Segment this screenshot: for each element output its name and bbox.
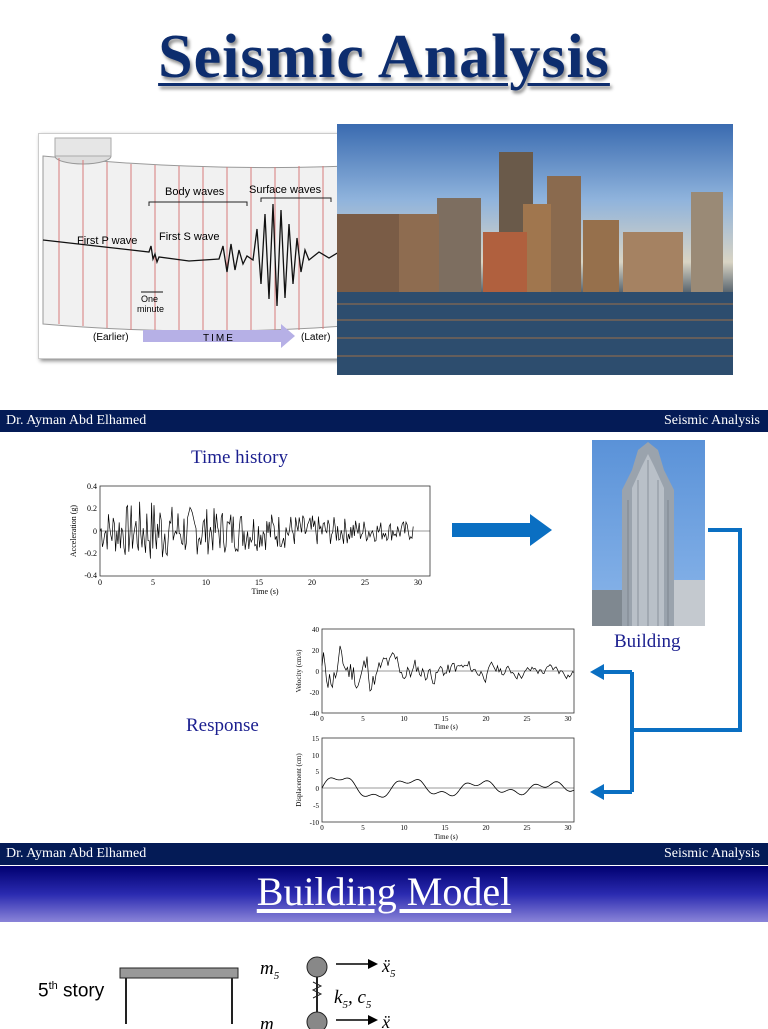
svg-text:10: 10 <box>202 578 210 587</box>
label-surface-waves: Surface waves <box>249 184 322 196</box>
svg-text:15: 15 <box>255 578 263 587</box>
accel-xlabel: Time (s) <box>251 587 279 596</box>
svg-text:30: 30 <box>564 824 572 832</box>
svg-text:30: 30 <box>414 578 422 587</box>
city-skyline-photo <box>337 124 733 375</box>
svg-text:5: 5 <box>151 578 155 587</box>
time-history-label: Time history <box>191 447 288 468</box>
response-label: Response <box>186 715 259 736</box>
mass-4-label: m <box>260 1014 274 1029</box>
svg-text:-20: -20 <box>309 689 319 697</box>
flow-arrow-right <box>452 514 552 551</box>
displacement-plot <box>294 734 584 849</box>
label-earlier: (Earlier) <box>93 332 129 343</box>
svg-text:15: 15 <box>441 824 449 832</box>
svg-text:-0.4: -0.4 <box>84 571 97 580</box>
svg-text:minute: minute <box>137 304 165 314</box>
accel-4-label: ẍ <box>382 1012 390 1029</box>
label-time: TIME <box>203 333 235 344</box>
svg-text:25: 25 <box>523 824 531 832</box>
svg-text:15: 15 <box>312 735 319 743</box>
building-model-diagram <box>116 950 436 1029</box>
flow-connector-arrows <box>588 526 748 806</box>
svg-text:5: 5 <box>315 768 319 776</box>
accel-ylabel: Acceleration (g) <box>69 504 78 558</box>
svg-text:20: 20 <box>482 824 490 832</box>
svg-text:0: 0 <box>315 668 319 676</box>
label-later: (Later) <box>301 332 331 343</box>
footer-bar-2 <box>0 843 768 865</box>
acceleration-plot <box>68 480 438 607</box>
building-label: Building <box>614 631 681 652</box>
svg-text:0: 0 <box>320 715 324 723</box>
svg-text:20: 20 <box>312 647 319 655</box>
svg-text:30: 30 <box>564 715 572 723</box>
stiffness-damping-label: $k_5$, $c_5$ <box>334 987 372 1011</box>
svg-text:40: 40 <box>312 626 319 634</box>
svg-text:10: 10 <box>400 824 408 832</box>
footer-course: Seismic Analysis <box>663 413 760 428</box>
footer-bar-1 <box>0 410 768 432</box>
svg-text:20: 20 <box>308 578 316 587</box>
slide1-title: Seismic Analysis <box>158 23 610 91</box>
svg-text:5: 5 <box>361 824 365 832</box>
slide3-title: Building Model <box>256 869 512 914</box>
label-body-waves: Body waves <box>165 186 225 198</box>
svg-text:25: 25 <box>361 578 369 587</box>
svg-text:5: 5 <box>361 715 365 723</box>
svg-text:20: 20 <box>482 715 490 723</box>
vel-xlabel: Time (s) <box>434 723 458 731</box>
vel-ylabel: Velocity (cm/s) <box>295 649 303 693</box>
disp-ylabel: Displacement (cm) <box>295 753 303 807</box>
accel-5-label: ẍ$_5$ <box>382 956 396 980</box>
svg-text:10: 10 <box>400 715 408 723</box>
svg-text:15: 15 <box>441 715 449 723</box>
svg-text:0.4: 0.4 <box>87 482 97 491</box>
svg-text:0: 0 <box>320 824 324 832</box>
svg-text:25: 25 <box>523 715 531 723</box>
footer-author: Dr. Ayman Abd Elhamed <box>6 846 147 861</box>
svg-text:0.2: 0.2 <box>87 504 97 513</box>
label-one-minute: One <box>141 294 159 304</box>
velocity-plot <box>294 624 584 739</box>
svg-text:-40: -40 <box>309 710 319 718</box>
footer-course: Seismic Analysis <box>663 846 760 861</box>
label-first-s-wave: First S wave <box>159 231 220 243</box>
svg-text:-10: -10 <box>309 819 319 827</box>
svg-text:0: 0 <box>315 785 319 793</box>
footer-author: Dr. Ayman Abd Elhamed <box>6 413 147 428</box>
mass-5-label: $m_5$ <box>260 958 280 982</box>
disp-xlabel: Time (s) <box>434 833 458 841</box>
svg-text:-0.2: -0.2 <box>84 549 97 558</box>
label-first-p-wave: First P wave <box>77 235 138 247</box>
svg-text:0: 0 <box>93 527 97 536</box>
svg-text:-5: -5 <box>313 802 319 810</box>
story-label: 5th story <box>38 980 105 1002</box>
svg-text:10: 10 <box>312 752 319 760</box>
svg-text:0: 0 <box>98 578 102 587</box>
